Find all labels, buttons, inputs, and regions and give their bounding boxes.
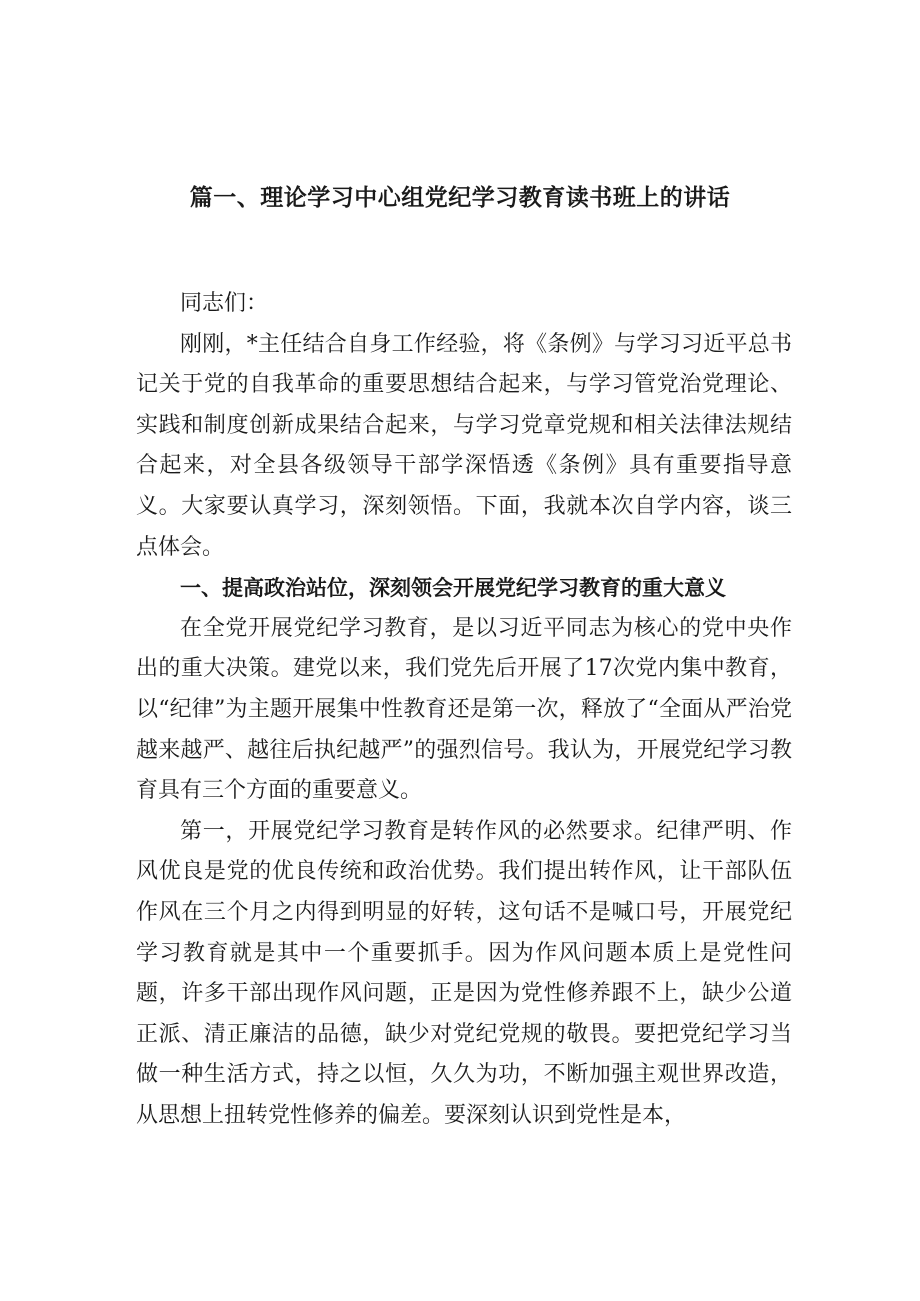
intro-paragraph: 刚刚，*主任结合自身工作经验，将《条例》与学习习近平总书记关于党的自我革命的重要思想结合起来，与学习管党治党理论、实践和制度创新成果结合起来，与学习党章党规和相关法律法规结合起来，对全县各级领导干部学深悟透《条例》具有重要指导意义。大家要认真学习，深刻领悟。下面，我就本次自学内容，谈三点体会。 (136, 331, 792, 560)
greeting-line: 同志们： (180, 291, 269, 316)
body-paragraph-first-point: 第一，开展党纪学习教育是转作风的必然要求。纪律严明、作风优良是党的优良传统和政治优势。我们提出转作风，让干部队伍作风在三个月之内得到明显的好转，这句话不是喊口号，开展党纪学习教育就是其中一个重要抓手。因为作风问题本质上是党性问题，许多干部出现作风问题，正是因为党性修养跟不上，缺少公道正派、清正廉洁的品德，缺少对党纪党规的敬畏。要把党纪学习当做一种生活方式，持之以恒，久久为功，不断加强主观世界改造，从思想上扭转党性修养的偏差。要深刻认识到党性是本， (136, 818, 792, 1128)
document-body (136, 260, 792, 1136)
document-title: 篇一、理论学习中心组党纪学习教育读书班上的讲话 (189, 185, 731, 211)
body-paragraph-significance: 在全党开展党纪学习教育，是以习近平同志为核心的党中央作出的重大决策。建党以来，我们党先后开展了17次党内集中教育，以“纪律”为主题开展集中性教育还是第一次，释放了“全面从严治党越来越严、越往后执纪越严”的强烈信号。我认为，开展党纪学习教育具有三个方面的重要意义。 (136, 615, 792, 804)
section-heading: 一、提高政治站位，深刻领会开展党纪学习教育的重大意义 (180, 576, 726, 601)
